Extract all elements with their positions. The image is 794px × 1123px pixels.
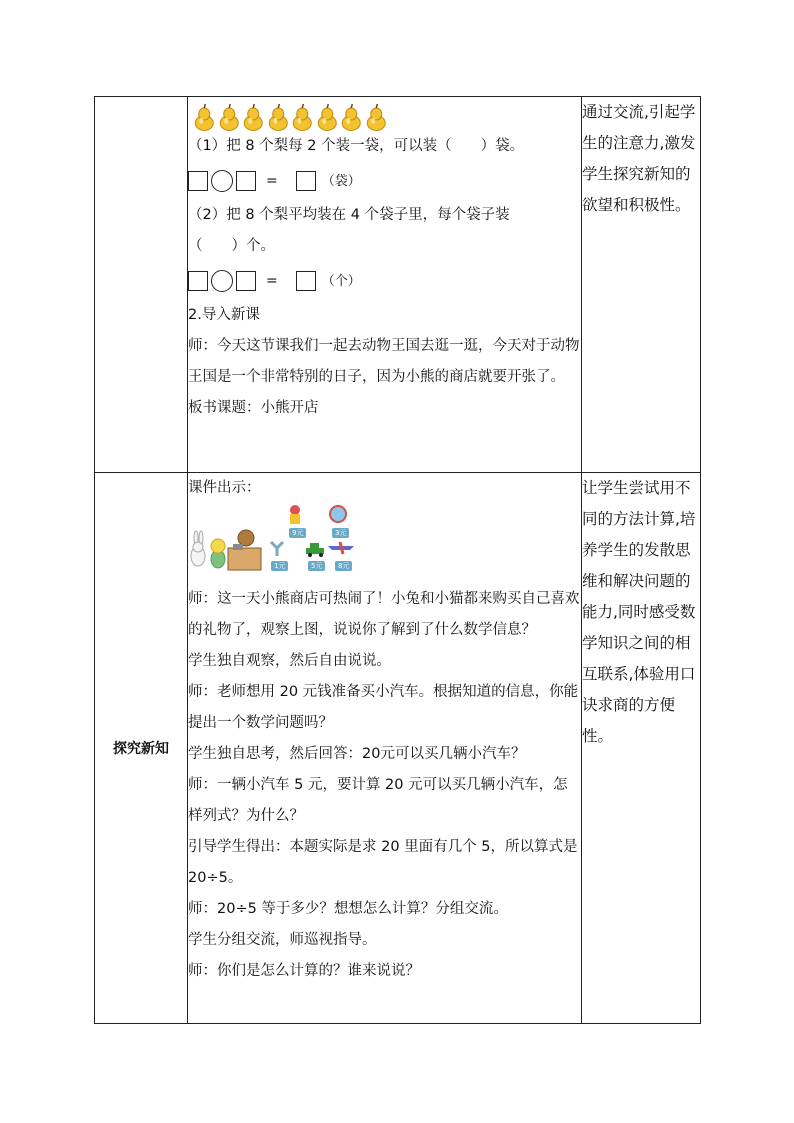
equals-sign: =	[266, 172, 278, 189]
price-tag: 3元	[332, 528, 349, 538]
design-note: 通过交流,引起学生的注意力,激发学生探究新知的欲望和积极性。	[582, 103, 696, 214]
dialogue-line: 师：老师想用 20 元钱准备买小汽车。根据知道的信息，你能提出一个数学问题吗？	[188, 684, 579, 731]
stage-label: 探究新知	[113, 741, 169, 757]
answer-box	[236, 271, 256, 291]
equation-1	[188, 162, 581, 200]
board-title: 板书课题：小熊开店	[188, 400, 319, 416]
lesson-table	[94, 96, 701, 1024]
dialogue-line: 学生分组交流，师巡视指导。	[188, 932, 377, 948]
pear-icon	[192, 103, 217, 131]
pear-icon	[217, 103, 242, 131]
teacher-intro: 师：今天这节课我们一起去动物王国去逛一逛，今天对于动物王国是一个非常特别的日子，因为小熊的商店就要开张了。	[188, 338, 580, 385]
pear-icon	[241, 103, 266, 131]
shop-scene-svg	[188, 504, 388, 584]
section-title: 2.导入新课	[188, 307, 260, 323]
price-tag: 8元	[335, 561, 352, 571]
operator-circle	[211, 170, 233, 192]
price-tag: 5元	[308, 561, 325, 571]
operator-circle	[211, 270, 233, 292]
answer-box	[188, 271, 208, 291]
note-cell	[582, 97, 701, 473]
pears-illustration	[188, 97, 581, 131]
answer-box	[236, 171, 256, 191]
bear-shop-illustration	[188, 504, 581, 584]
pear-icon	[364, 103, 389, 131]
dialogue-line: 师：一辆小汽车 5 元，要计算 20 元可以买几辆小汽车，怎样列式？为什么？	[188, 777, 568, 824]
stage-cell-empty	[95, 97, 188, 473]
toy-plane-icon	[328, 542, 354, 554]
stage-cell	[95, 473, 188, 1024]
content-cell	[188, 97, 582, 473]
dialogue-line: 学生独自思考，然后回答：20元可以买几辆小汽车？	[188, 746, 526, 762]
cat-icon	[211, 539, 225, 568]
answer-box	[296, 171, 316, 191]
content-cell	[188, 473, 582, 1024]
bear-counter-icon	[228, 530, 261, 570]
equals-sign: =	[266, 272, 278, 289]
pear-icon	[266, 103, 291, 131]
design-note: 让学生尝试用不同的方法计算,培养学生的发散思维和解决问题的能力,同时感受数学知识之间的相互联系,体验用口诀求商的方便性。	[582, 479, 696, 745]
table-row	[95, 97, 701, 473]
question-1: （1）把 8 个梨每 2 个装一袋，可以装（ ）袋。	[188, 138, 525, 154]
answer-box	[296, 271, 316, 291]
table-row	[95, 473, 701, 1024]
question-2-line2: （ ）个。	[188, 238, 275, 254]
unit-label: （个）	[321, 273, 361, 289]
pear-icon	[315, 103, 340, 131]
dialogue-line: 师：这一天小熊商店可热闹了！小兔和小猫都来购买自己喜欢的礼物了，观察上图，说说你了解到了什么数学信息？	[188, 591, 580, 638]
toy-car-icon	[306, 543, 324, 557]
equation-2	[188, 262, 581, 300]
dialogue-line: 引导学生得出：本题实际是求 20 里面有几个 5，所以算式是 20÷5。	[188, 839, 578, 886]
price-tag: 9元	[289, 528, 306, 538]
price-tag: 1元	[271, 561, 288, 571]
dialogue-line: 学生独自观察，然后自由说说。	[188, 653, 391, 669]
rabbit-icon	[191, 531, 205, 566]
doll-icon	[290, 505, 300, 524]
dialogue-line: 师：你们是怎么计算的？谁来说说？	[188, 963, 420, 979]
courseware-label: 课件出示：	[188, 480, 261, 496]
dialogue-line: 师：20÷5 等于多少？想想怎么计算？分组交流。	[188, 901, 508, 917]
pear-icon	[290, 103, 315, 131]
ball-icon	[330, 506, 346, 522]
pinwheel-icon	[271, 542, 283, 556]
unit-label: （袋）	[321, 173, 361, 189]
answer-box	[188, 171, 208, 191]
question-2-line1: （2）把 8 个梨平均装在 4 个袋子里，每个袋子装	[188, 207, 510, 223]
note-cell	[582, 473, 701, 1024]
pear-icon	[339, 103, 364, 131]
